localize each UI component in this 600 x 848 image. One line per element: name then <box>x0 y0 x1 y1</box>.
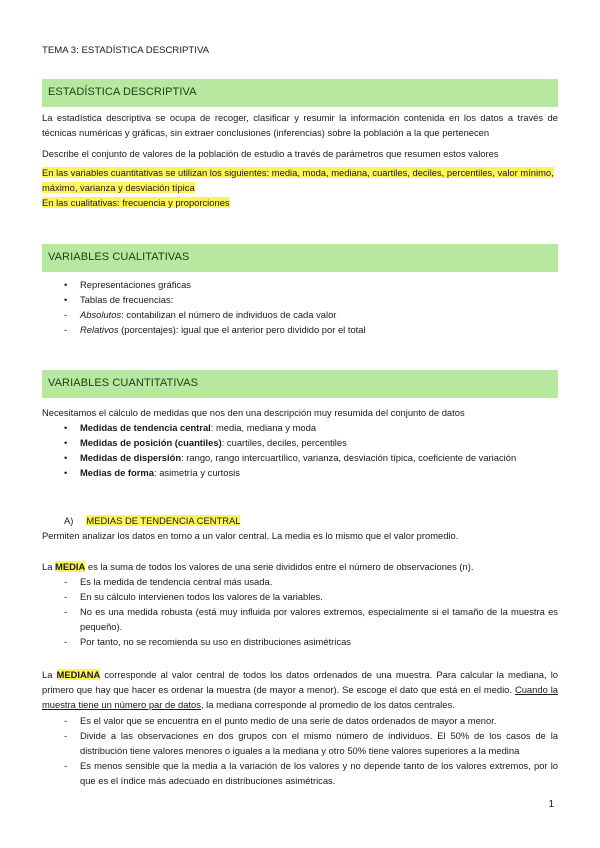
list-item: - Es la medida de tendencia central más usada. <box>42 574 558 589</box>
dash-icon <box>64 307 74 322</box>
highlighted-text: En las variables cuantitativas se utilizan los siguientes: media, moda, mediana, cuartiles, deciles, percentiles, valor mínimo, máximo, varianza y desviación típica <box>42 167 554 193</box>
section-heading-text: VARIABLES CUALITATIVAS <box>48 251 190 263</box>
paragraph-tendencia-central-intro: Permiten analizar los datos en torno a un valor central. La media es lo mismo que el valor promedio. <box>42 530 459 541</box>
section-heading-estadistica-descriptiva <box>42 79 558 107</box>
dash-icon <box>64 589 74 604</box>
paragraph-definition: La estadística descriptiva se ocupa de recoger, clasificar y resumir la información contenida en los datos a través de técnicas numéricas y gráficas, sin extraer conclusiones (inferencias) sobre la población a la que pertenecen <box>42 112 558 138</box>
list-mediana <box>42 713 558 788</box>
list-item: - Es menos sensible que la media a la variación de los valores y no depende tanto de los valores extremos, por lo que es el índice más adecuado en distribuciones asimétricas. <box>42 758 558 788</box>
document-title: TEMA 3: ESTADÍSTICA DESCRIPTIVA <box>42 45 210 56</box>
paragraph-quantitative-intro: Necesitamos el cálculo de medidas que nos den una descripción muy resumida del conjunto de datos <box>42 407 465 418</box>
dash-icon <box>64 322 74 337</box>
paragraph-description: Describe el conjunto de valores de la población de estudio a través de parámetros que resumen estos valores <box>42 148 499 159</box>
subsection-marker: A) <box>64 515 74 526</box>
section-heading-text: VARIABLES CUANTITATIVAS <box>48 377 199 389</box>
bullet-icon <box>64 277 74 292</box>
section-heading-variables-cualitativas <box>42 244 558 272</box>
dash-icon <box>64 634 74 649</box>
dash-icon <box>64 574 74 589</box>
bullet-icon <box>64 465 74 480</box>
list-item: - Por tanto, no se recomienda su uso en distribuciones asimétricas <box>42 634 558 649</box>
list-item: - Relativos (porcentajes): igual que el anterior pero dividido por el total <box>42 322 558 337</box>
list-quantitative <box>42 420 558 480</box>
list-item: • Representaciones gráficas <box>42 277 558 292</box>
list-item: - Divide a las observaciones en dos grupos con el mismo número de individuos. El 50% de los casos de la distribución tiene valores menores o iguales a la mediana y otro 50% tiene valores superiores a la medina <box>42 728 558 758</box>
underlined-text: Cuando la muestra tiene un número par de datos <box>42 684 558 710</box>
list-item: - Absolutos: contabilizan el número de individuos de cada valor <box>42 307 558 322</box>
paragraph-media-definition: La MEDIA es la suma de todos los valores de una serie divididos entre el número de observaciones (n). <box>42 561 474 572</box>
list-item: • Medidas de posición (cuantiles): cuartiles, deciles, percentiles <box>42 435 558 450</box>
paragraph-quantitative-parameters <box>42 165 558 195</box>
list-qualitative <box>42 277 558 337</box>
list-media <box>42 574 558 649</box>
section-heading-variables-cuantitativas <box>42 370 558 398</box>
section-heading-text: ESTADÍSTICA DESCRIPTIVA <box>48 86 197 98</box>
bullet-icon <box>64 292 74 307</box>
paragraph-qualitative-parameters <box>42 195 558 210</box>
bullet-icon <box>64 450 74 465</box>
list-item: • Medias de forma: asimetría y curtosis <box>42 465 558 480</box>
list-item: • Medidas de tendencia central: media, mediana y moda <box>42 420 558 435</box>
dash-icon <box>64 604 74 619</box>
subsection-heading-tendencia-central <box>64 513 240 528</box>
list-item: • Medidas de dispersión: rango, rango intercuartílico, varianza, desviación típica, coeficiente de variación <box>42 450 558 465</box>
page-number: 1 <box>548 799 554 810</box>
dash-icon <box>64 758 74 773</box>
subsection-heading-text: MEDIAS DE TENDENCIA CENTRAL <box>86 515 241 526</box>
bullet-icon <box>64 420 74 435</box>
list-item: • Tablas de frecuencias: <box>42 292 558 307</box>
list-item: - Es el valor que se encuentra en el punto medio de una serie de datos ordenados de mayor a menor. <box>42 713 558 728</box>
dash-icon <box>64 713 74 728</box>
dash-icon <box>64 728 74 743</box>
paragraph-mediana-definition: La MEDIANA corresponde al valor central de todos los datos ordenados de una muestra. Para calcular la mediana, lo primero que hay que hacer es ordenar la muestra (de mayor a menor). Se escoge el dato que está en el medio. Cuando la muestra tiene un número par de datos, la mediana corresponde al promedio de los datos centrales. <box>42 669 558 710</box>
list-item: - No es una medida robusta (está muy influida por valores extremos, especialmente si el tamaño de la muestra es pequeño). <box>42 604 558 634</box>
highlighted-text: En las cualitativas: frecuencia y proporciones <box>42 197 230 208</box>
bullet-icon <box>64 435 74 450</box>
term-media: MEDIA <box>55 561 86 572</box>
list-item: - En su cálculo intervienen todos los valores de la variables. <box>42 589 558 604</box>
term-mediana: MEDIANA <box>56 669 101 680</box>
